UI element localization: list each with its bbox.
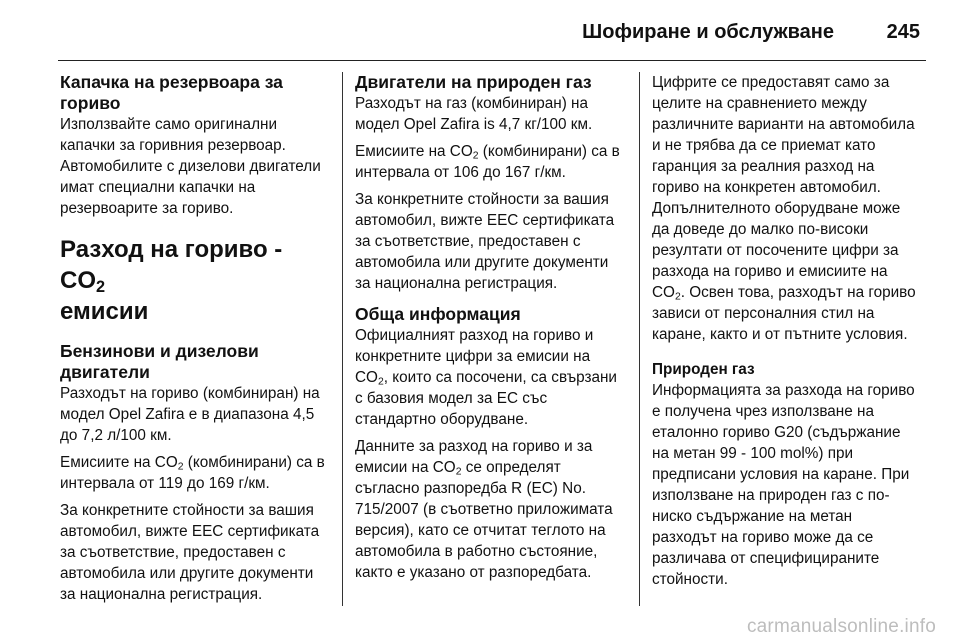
page-number: 245 bbox=[886, 21, 920, 43]
watermark: carmanualsonline.info bbox=[746, 616, 936, 637]
column-3 bbox=[652, 72, 919, 596]
header-title: Шофиране и обслужване bbox=[582, 21, 834, 43]
heading-petrol-diesel: Бензинови и дизелови двигатели bbox=[60, 341, 259, 382]
paragraph-emissions: Емисиите на $CO_2$ (комбинирани) са в интервала от 119 до 169 г/км. bbox=[60, 454, 325, 492]
heading-natural-gas-engines: Двигатели на природен газ bbox=[355, 72, 592, 92]
paragraph-eec: За конкретните стойности за вашия автомобил, вижте EEC сертификата за съответствие, предоставен с автомобила или другите документи за национална регистрация. bbox=[60, 502, 320, 603]
paragraph-gas-eec: За конкретните стойности за вашия автомобил, вижте EEC сертификата за съответствие, предоставен с автомобила или другите документи за национална регистрация. bbox=[355, 191, 615, 292]
heading-fuel-cap: Капачка на резервоара за гориво bbox=[60, 72, 283, 113]
column-1 bbox=[60, 72, 327, 611]
paragraph-gas-consumption: Разходът на газ (комбиниран) на модел Opel Zafira is 4,7 кг/100 км. bbox=[355, 95, 593, 133]
paragraph-general: Официалният разход на гориво и конкретните цифри за емисии на $CO_2$, които са посочени, са свързани с базовия модел за ЕС със стандартно оборудване. bbox=[355, 327, 617, 428]
paragraph-fuel-cap: Използвайте само оригинални капачки за горивния резервоар. Автомобилите с дизелови двигатели имат специални капачки на резервоарите за гориво. bbox=[60, 116, 321, 217]
column-2 bbox=[355, 72, 622, 589]
header-rule bbox=[58, 60, 926, 61]
heading-general-info: Обща информация bbox=[355, 304, 521, 324]
column-divider bbox=[342, 72, 343, 606]
page-header bbox=[58, 0, 926, 64]
column-divider bbox=[639, 72, 640, 606]
paragraph-gas-emissions: Емисиите на $CO_2$ (комбинирани) са в интервала от 106 до 167 г/км. bbox=[355, 143, 620, 181]
heading-fuel-consumption: Разход на гориво - $CO_2$ емисии bbox=[60, 236, 283, 325]
paragraph-data: Данните за разход на гориво и за емисии на $CO_2$ се определят съгласно разпоредба R (EC) No. 715/2007 (в съответно приложимата версия), като се отчитат теглото на автомобила в работно състояние, както е указано от разпоредбата. bbox=[355, 438, 613, 581]
heading-natural-gas: Природен газ bbox=[652, 361, 755, 378]
paragraph-consumption: Разходът на гориво (комбиниран) на модел Opel Zafira е в диапазона 4,5 до 7,2 л/100 км. bbox=[60, 385, 320, 444]
paragraph-figures: Цифрите се предоставят само за целите на сравнението между различните варианти на автомобила и не трябва да се приемат като гаранция за реалния разход на гориво на конкретен автомобил. Допълнителното оборудване може да доведе до малко по-високи резултати от посочените цифри за разхода на гориво и емисиите на $CO_2$. Освен това, разходът на гориво зависи от персоналния стил на каране, както и от пътните условия. bbox=[652, 74, 916, 343]
paragraph-natural-gas: Информацията за разхода на гориво е получена чрез използване на еталонно гориво G20 (съдържание на метан 99 - 100 mol%) при предписани условия на каране. При използване на природен газ с по-ниско съдържание на метан разходът на гориво може да се различава от специфицираните стойности. bbox=[652, 382, 915, 588]
